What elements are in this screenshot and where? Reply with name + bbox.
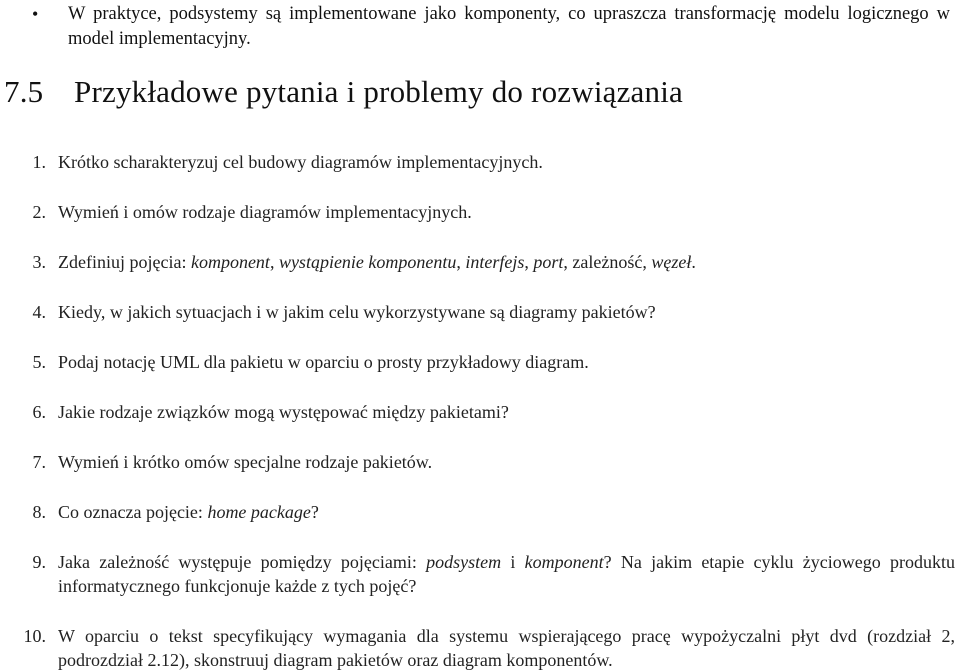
question-text	[58, 200, 955, 224]
question-item	[0, 200, 955, 224]
bullet-text: W praktyce, podsystemy są implementowane jako komponenty, co upraszcza transformację modelu logicznego w model implementacyjny.	[68, 4, 950, 49]
question-text-part: Zdefiniuj pojęcia:	[58, 252, 191, 272]
question-term: interfejs	[465, 252, 525, 272]
section-heading	[4, 74, 683, 110]
question-number: 1.	[32, 152, 46, 172]
question-text	[58, 450, 955, 474]
question-text-part: Wymień i omów rodzaje diagramów implementacyjnych.	[58, 202, 472, 222]
question-text	[58, 300, 955, 324]
question-text-part: , zależność,	[563, 252, 652, 272]
question-number: 9.	[32, 552, 46, 572]
question-number: 5.	[32, 352, 46, 372]
question-text-part: ,	[524, 252, 534, 272]
question-text	[58, 350, 955, 374]
question-text	[58, 150, 955, 174]
question-number: 6.	[32, 402, 46, 422]
question-text-part: .	[691, 252, 696, 272]
question-item	[0, 624, 955, 672]
question-text-part: W oparciu o tekst specyfikujący wymagania dla systemu wspierającego pracę wypożyczalni płyt dvd (rozdział 2, podrozdział 2.12), skonstruuj diagram pakietów oraz diagram komponentów.	[58, 626, 955, 670]
question-text-part: Wymień i krótko omów specjalne rodzaje pakietów.	[58, 452, 433, 472]
question-number: 3.	[32, 252, 46, 272]
question-term: home package	[207, 502, 311, 522]
question-item	[0, 400, 955, 424]
question-term: komponent	[524, 552, 604, 572]
question-item	[0, 300, 955, 324]
question-item	[0, 550, 955, 598]
question-term: port	[533, 252, 564, 272]
question-text-part: i	[501, 552, 525, 572]
question-text-part: ? Na jakim etapie cyklu życiowego produktu informatycznego funkcjonuje każde z tych pojęć?	[58, 552, 955, 596]
question-text	[58, 500, 955, 524]
question-number: 2.	[32, 202, 46, 222]
question-number: 7.	[32, 452, 46, 472]
question-text	[58, 624, 955, 672]
question-list	[0, 150, 955, 672]
question-item	[0, 500, 955, 524]
question-number: 4.	[32, 302, 46, 322]
question-text-part: Jakie rodzaje związków mogą występować między pakietami?	[58, 402, 509, 422]
question-text-part: ?	[310, 502, 319, 522]
question-term: podsystem	[426, 552, 502, 572]
question-item	[0, 250, 955, 274]
question-number: 8.	[32, 502, 46, 522]
question-text	[58, 550, 955, 598]
question-text	[58, 400, 955, 424]
question-text-part: Kiedy, w jakich sytuacjach i w jakim celu wykorzystywane są diagramy pakietów?	[58, 302, 656, 322]
question-item	[0, 350, 955, 374]
bullet-marker: •	[32, 4, 39, 24]
section-title: Przykładowe pytania i problemy do rozwiązania	[74, 74, 683, 109]
question-text-part: Krótko scharakteryzuj cel budowy diagramów implementacyjnych.	[58, 152, 543, 172]
question-term: komponent	[190, 252, 270, 272]
section-number: 7.5	[4, 74, 44, 109]
bullet-paragraph	[30, 2, 950, 52]
question-text-part: ,	[269, 252, 279, 272]
question-number: 10.	[23, 626, 46, 646]
question-text-part: Jaka zależność występuje pomiędzy pojęciami:	[58, 552, 427, 572]
question-term: wystąpienie komponentu	[278, 252, 457, 272]
question-text-part: Podaj notację UML dla pakietu w oparciu o prosty przykładowy diagram.	[58, 352, 589, 372]
question-text-part: Co oznacza pojęcie:	[58, 502, 208, 522]
question-item	[0, 150, 955, 174]
question-text	[58, 250, 955, 274]
question-term: węzeł	[651, 252, 692, 272]
question-item	[0, 450, 955, 474]
question-text-part: ,	[456, 252, 466, 272]
